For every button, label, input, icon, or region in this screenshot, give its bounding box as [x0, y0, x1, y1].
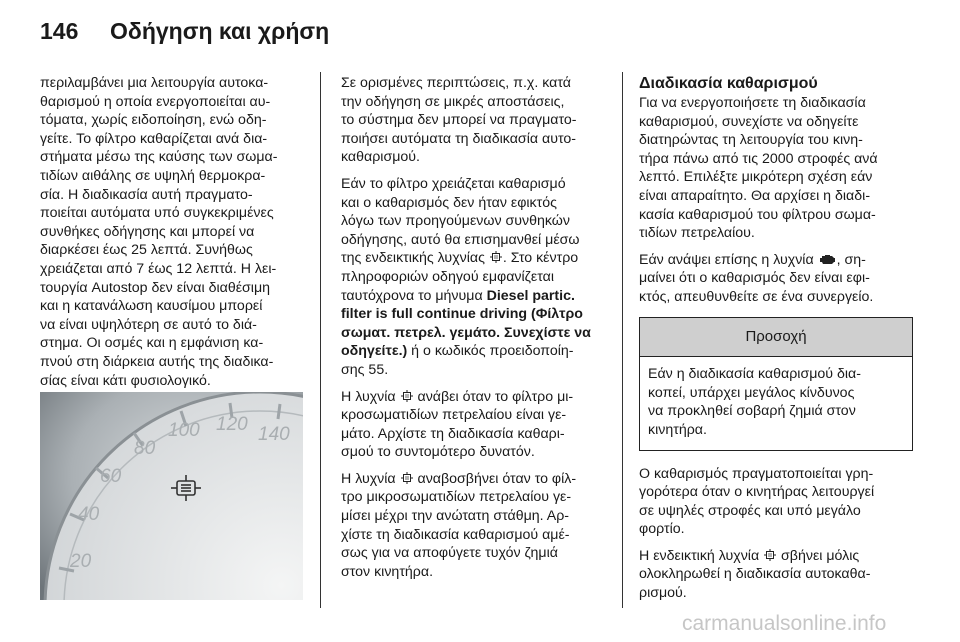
text-line: Σε ορισμένες περιπτώσεις, π.χ. κατά: [341, 75, 571, 91]
column-divider-left: [320, 72, 321, 608]
watermark: carmanualsonline.info: [682, 612, 887, 635]
instrument-cluster-photo: [40, 392, 303, 600]
text-line: ρισμού.: [639, 585, 687, 602]
paragraph: [341, 175, 605, 380]
speed-label-20: 20: [70, 551, 92, 572]
text-line: χρειάζεται από 7 έως 12 λεπτά. Η λει-: [40, 260, 277, 277]
text-line: σίας είναι κάτι φυσιολογικό.: [40, 372, 211, 389]
text-line: σης 55.: [341, 361, 389, 378]
text-fragment: Η ενδεικτική λυχνία: [639, 547, 764, 564]
speedometer-illustration: [40, 392, 303, 600]
text-line: οδήγησης, αυτό θα επισημανθεί μέσω: [341, 231, 580, 248]
text-line: κασία καθαρισμού του φίλτρου σωμα-: [639, 206, 876, 223]
text-line: τιδίων πετρελαίου.: [639, 225, 755, 242]
text-line: τόματα, χωρίς ειδοποίηση, ενώ οδη-: [40, 112, 267, 129]
text-line: διαρκέσει έως 25 λεπτά. Συνήθως: [40, 242, 253, 259]
text-line: μάτο. Αρχίστε τη διαδικασία καθαρι-: [341, 425, 565, 442]
column-2: [341, 74, 605, 589]
speed-label-60: 60: [100, 466, 122, 487]
text-line: να είναι υψηλότερη σε αυτό το διά-: [40, 316, 257, 333]
section-heading: Διαδικασία καθαρισμού: [639, 75, 818, 92]
check-engine-icon: [819, 253, 836, 265]
caution-title: Προσοχή: [640, 318, 912, 358]
message-text: σωματ. πετρελ. γεμάτο. Συνεχίστε να: [341, 324, 591, 341]
text-fragment: ή ο κωδικός προειδοποίη-: [407, 343, 574, 360]
page-header: [0, 0, 960, 62]
speed-label-120: 120: [216, 414, 248, 435]
text-line: στημα. Οι οσμές και η εμφάνιση κα-: [40, 335, 264, 352]
text-line: τουργία Autostop δεν είναι διαθέσιμη: [40, 279, 271, 296]
text-line: Εάν το φίλτρο χρειάζεται καθαρισμό: [341, 175, 566, 192]
diesel-particle-filter-icon: [401, 472, 413, 484]
diesel-particle-filter-icon: [401, 390, 413, 402]
text-line: ποιήσει αυτόματα τη διαδικασία αυτο-: [341, 130, 576, 147]
text-fragment: Εάν ανάψει επίσης η λυχνία: [639, 251, 818, 268]
column-divider-right: [622, 72, 623, 608]
text-line: σως για να αποφύγετε τυχόν ζημιά: [341, 545, 558, 562]
text-line: Ο καθαρισμός πραγματοποιείται γρη-: [639, 465, 874, 482]
text-line: [639, 547, 913, 566]
text-line: σμού το συντομότερο δυνατόν.: [341, 444, 535, 461]
text-line: Εάν η διαδικασία καθαρισμού δια-: [648, 366, 861, 383]
text-line: λόγω των προηγούμενων συνθηκών: [341, 213, 570, 230]
text-line: και η κατανάλωση καυσίμου μπορεί: [40, 298, 263, 315]
text-line: είναι απαραίτητο. Θα αρχίσει η διαδι-: [639, 187, 871, 204]
message-text: filter is full continue driving (Φίλτρο: [341, 306, 583, 323]
text-line: κοπεί, υπάρχει μεγάλος κίνδυνος: [648, 384, 855, 401]
text-line: περιλαμβάνει μια λειτουργία αυτοκα-: [40, 75, 269, 91]
text-line: σε υψηλές στροφές και υπό μεγάλο: [639, 502, 861, 519]
text-line: Για να ενεργοποιήσετε τη διαδικασία: [639, 95, 866, 111]
text-line: ολοκληρωθεί η διαδικασία αυτοκαθα-: [639, 566, 871, 583]
text-line: κροσωματιδίων πετρελαίου είναι γε-: [341, 407, 567, 424]
intro-paragraph: [40, 74, 308, 390]
text-line: κτός, απευθυνθείτε σε ένα συνεργείο.: [639, 288, 874, 305]
text-fragment: , ση-: [836, 251, 866, 268]
text-line: στον κινητήρα.: [341, 563, 434, 580]
message-text: οδηγείτε.): [341, 343, 408, 360]
text-line: [341, 287, 605, 306]
text-line: πνού στη διάρκεια αυτής της διαδικα-: [40, 353, 274, 370]
text-line: κινητήρα.: [648, 421, 707, 438]
text-line: και ο καθαρισμός δεν ήταν εφικτός: [341, 194, 557, 211]
paragraph: [341, 74, 605, 167]
text-line: στήματα μέσω της καύσης των σωμα-: [40, 149, 278, 166]
text-line: καθαρισμού.: [341, 149, 420, 166]
column-3: [639, 74, 913, 611]
text-line: [341, 249, 605, 268]
text-fragment: Η λυχνία: [341, 470, 400, 487]
paragraph: [639, 465, 913, 539]
text-line: [639, 251, 913, 270]
caution-box: [639, 317, 913, 451]
text-line: μίσει μέχρι την ανώτατη στάθμη. Αρ-: [341, 508, 570, 525]
page-title: Οδήγηση και χρήση: [110, 18, 330, 44]
text-line: λεπτό. Επιλέξτε μικρότερη σχέση εάν: [639, 169, 873, 186]
speed-label-40: 40: [78, 504, 100, 525]
text-line: διατηρώντας τη λειτουργία του κινη-: [639, 132, 863, 149]
column-1: [40, 74, 308, 398]
text-line: το σύστημα δεν μπορεί να πραγματο-: [341, 112, 577, 129]
text-line: φορτίο.: [639, 521, 685, 538]
text-line: να προκληθεί σοβαρή ζημιά στον: [648, 403, 856, 420]
paragraph: [341, 470, 605, 582]
text-line: χίστε τη διαδικασία καθαρισμού αμέ-: [341, 526, 570, 543]
caution-body: [640, 357, 912, 449]
text-fragment: ταυτόχρονα το μήνυμα: [341, 287, 487, 304]
text-fragment: Η λυχνία: [341, 388, 400, 405]
message-text: Diesel partic.: [486, 287, 575, 304]
speed-label-140: 140: [258, 424, 290, 445]
text-line: την οδήγηση σε μικρές αποστάσεις,: [341, 93, 565, 110]
paragraph: [639, 547, 913, 603]
text-fragment: . Στο κέντρο: [502, 250, 579, 267]
text-fragment: της ενδεικτικής λυχνίας: [341, 250, 489, 267]
text-line: ποιείται αυτόματα υπό συγκεκριμένες: [40, 205, 274, 222]
text-line: θαρισμού η οποία ενεργοποιείται αυ-: [40, 93, 271, 110]
paragraph: [639, 251, 913, 307]
text-line: καθαρισμού, συνεχίστε να οδηγείτε: [639, 113, 859, 130]
text-line: [341, 470, 605, 489]
text-line: [341, 388, 605, 407]
text-line: γείτε. Το φίλτρο καθαρίζεται ανά δια-: [40, 130, 268, 147]
diesel-particle-filter-icon: [490, 251, 502, 263]
speed-label-80: 80: [134, 438, 156, 459]
text-line: τρο μικροσωματιδίων πετρελαίου γε-: [341, 489, 572, 506]
text-line: τήρα πάνω από τις 2000 στροφές ανά: [639, 150, 878, 167]
text-line: συνθήκες οδήγησης και μπορεί να: [40, 223, 255, 240]
text-line: γορότερα όταν ο κινητήρας λειτουργεί: [639, 484, 875, 501]
text-line: σία. Η διαδικασία αυτή πραγματο-: [40, 186, 253, 203]
text-fragment: ανάβει όταν το φίλτρο μι-: [413, 388, 574, 405]
paragraph: [341, 388, 605, 462]
text-line: τιδίων αιθάλης σε υψηλή θερμοκρα-: [40, 167, 266, 184]
paragraph: [639, 74, 913, 243]
diesel-particle-filter-icon: [764, 549, 776, 561]
page-number: 146: [40, 18, 79, 44]
text-fragment: σβήνει μόλις: [777, 547, 860, 564]
text-line: πληροφοριών οδηγού εμφανίζεται: [341, 268, 555, 285]
text-line: μαίνει ότι ο καθαρισμός δεν είναι εφι-: [639, 270, 870, 287]
text-line: [341, 342, 605, 361]
text-fragment: αναβοσβήνει όταν το φίλ-: [413, 470, 577, 487]
speed-label-100: 100: [168, 420, 200, 441]
